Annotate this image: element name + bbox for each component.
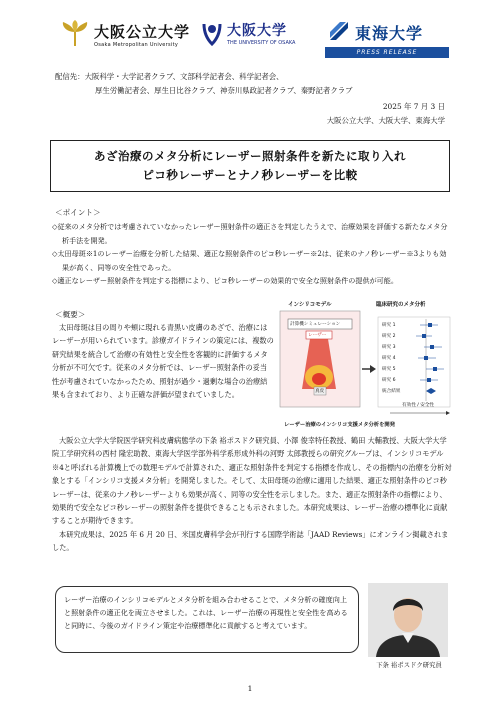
point-item: ◇太田母斑※1のレーザー治療を分析した結果、適正な照射条件のピコ秒レーザー※2は、従来のナノ秒レーザー※3よりも効果が高く、同等の安全性であった。 <box>52 249 447 272</box>
portrait-image <box>368 583 448 657</box>
title-box <box>50 140 450 192</box>
points-list <box>52 220 452 288</box>
study-label: 研究 5 <box>382 367 396 372</box>
figure-right-title: 臨床研究のメタ分析 <box>376 302 426 308</box>
tokai-name: 東海大学 <box>355 23 424 43</box>
title-line-2: ピコ秒レーザーとナノ秒レーザーを比較 <box>142 168 358 182</box>
study-label: 研究 4 <box>382 356 396 361</box>
distribution-line-1: 配信先：大阪科学・大学記者クラブ、文部科学記者会、科学記者会、 <box>55 72 284 81</box>
distribution-list <box>55 70 450 98</box>
summary-figure <box>278 300 452 432</box>
skin-label: 真皮 <box>315 389 325 394</box>
title-line-1: あざ治療のメタ分析にレーザー照射条件を新たに取り入れ <box>94 149 406 163</box>
overview-body <box>52 434 452 555</box>
figure-caption: レーザー治療のインシリコ支援メタ分析を開発 <box>284 422 395 428</box>
overview-heading: ＜概要＞ <box>55 310 86 319</box>
page-number: 1 <box>247 684 253 693</box>
overview-paragraph-1: 太田母斑は目の周りや頬に現れる青黒い皮膚のあざで、治療にはレーザーが用いられています。診療ガイドラインの策定には、複数の研究結果を統合して治療の有効性と安全性を客観的に評価するメタ分析が不可欠です。従来のメタ分析では、レーザー照射条件の妥当性が考慮されていなかったため、照射が過少・過剰な場合の治療結果も含まれており、より正確な評価が望まれていました。 <box>52 323 274 400</box>
omu-name-en: Osaka Metropolitan University <box>94 41 179 48</box>
distribution-line-2: 厚生労働記者会、厚生日比谷クラブ、神奈川県政記者クラブ、秦野記者クラブ <box>95 86 353 95</box>
point-item: ◇従来のメタ分析では考慮されていなかったレーザー照射条件の適正さを判定したうえで、治療効果を評価する新たなメタ分析手法を開発。 <box>52 222 448 245</box>
study-label: 統合結果 <box>382 389 401 394</box>
axis-label: 有効性 / 安全性 <box>402 403 435 408</box>
figure-left-title: インシリコモデル <box>288 302 332 308</box>
points-heading: ＜ポイント＞ <box>55 208 101 217</box>
researcher-photo <box>368 583 448 657</box>
study-label: 研究 6 <box>382 378 396 383</box>
overview-paragraph-3: 本研究成果は、2025 年 6 月 20 日、米国皮膚科学会が刊行する国際学術誌「JAAD Reviews」にオンライン掲載されました。 <box>52 529 449 553</box>
omu-name: 大阪公立大学 <box>94 22 191 41</box>
ou-emblem-icon <box>200 20 224 46</box>
issuing-institutions: 大阪公立大学、大阪大学、東海大学 <box>326 116 445 125</box>
sim-label: 計算機シミュレーション <box>290 322 341 327</box>
study-label: 研究 3 <box>382 345 396 350</box>
laser-label: レーザー <box>308 333 327 338</box>
omu-logo <box>60 20 190 48</box>
tokai-emblem-icon <box>328 20 350 44</box>
ou-logo <box>200 20 295 46</box>
header-logos <box>60 20 450 72</box>
tokai-logo <box>328 20 423 44</box>
photo-caption: 下条 裕ポスドク研究員 <box>376 661 442 669</box>
release-date-block <box>327 100 445 128</box>
study-label: 研究 2 <box>382 334 396 339</box>
press-release-bar: PRESS RELEASE <box>325 47 449 58</box>
point-item: ◇適正なレーザー照射条件を判定する指標により、ピコ秒レーザーの効果的で安全な照射条件の提供が可能。 <box>52 276 398 285</box>
study-label: 研究 1 <box>382 323 396 328</box>
release-date: 2025 年 7 月 3 日 <box>382 102 445 111</box>
ginkgo-leaf-icon <box>60 20 90 48</box>
ou-name-en: THE UNIVERSITY OF OSAKA <box>227 40 296 46</box>
researcher-quote: レーザー治療のインシリコモデルとメタ分析を組み合わせることで、メタ分析の確度向上と照射条件の適正化を両立させました。これは、レーザー治療の再現性と安全性を高めると同時に、今後のガイドライン策定や治療標準化に貢献すると考えています。 <box>55 586 359 653</box>
overview-paragraph-2: 大阪公立大学大学院医学研究科皮膚病態学の下条 裕ポスドク研究員、小澤 俊幸特任教授、鶴田 大輔教授、大阪大学大学院工学研究科の西村 隆宏助教、東海大学医学部外科学系形成外科の河野 太郎教授らの研究グループは、インシリコモデル※4と呼ばれる計算機上での数理モデルで計算された、適正な照射条件を判定する指標を作成し、その指標内の治療を分析対象とする「インシリコ支援メタ分析」を開発しました。そして、太田母斑の治療に適用した結果、適正な照射条件のピコ秒レーザーは、従来のナノ秒レーザーよりも効果が高く、同等の安全性を示しました。また、適正な照射条件の指標により、効果的で安全なピコ秒レーザーの照射条件を提供できることも示されました。本研究成果は、レーザー治療の標準化に貢献することが期待できます。 <box>52 436 452 526</box>
ou-name: 大阪大学 <box>227 23 287 39</box>
